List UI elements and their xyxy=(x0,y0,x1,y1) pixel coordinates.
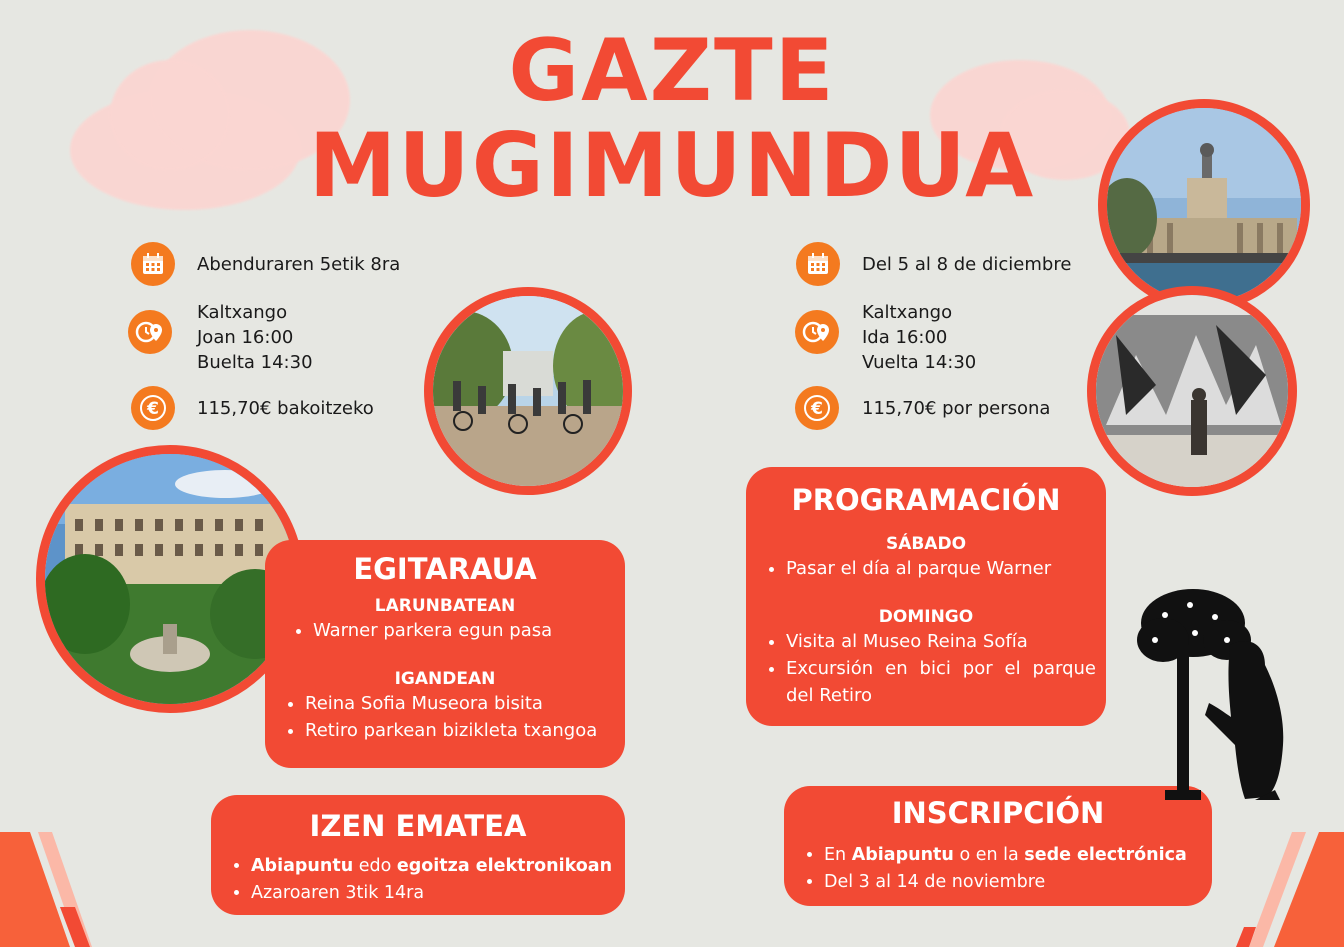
list-item xyxy=(251,853,625,880)
clock-location-icon xyxy=(128,310,172,354)
right-dates: Del 5 al 8 de diciembre xyxy=(862,254,1072,275)
left-dates: Abenduraren 5etik 8ra xyxy=(197,254,401,275)
bear-tree-silhouette xyxy=(1135,585,1295,807)
list-item: • Azaroaren 3tik 14ra xyxy=(251,880,625,907)
abiapuntu-text: Abiapuntu xyxy=(851,845,954,865)
connector-text: o en la xyxy=(953,845,1025,865)
right-corner-stripes xyxy=(1214,827,1344,947)
izen-ematea-heading: IZEN EMATEA xyxy=(309,809,527,843)
left-bus-line3: Buelta 14:30 xyxy=(197,352,313,373)
clock-location-icon xyxy=(795,310,839,354)
right-bus-line1: Kaltxango xyxy=(862,302,953,323)
right-bus-line3: Vuelta 14:30 xyxy=(862,352,977,373)
euro-icon xyxy=(131,386,175,430)
programacion-day1: SÁBADO xyxy=(885,534,967,554)
egitaraua-heading: EGITARAUA xyxy=(353,552,537,586)
photo-reina-sofia-garden xyxy=(36,445,304,713)
programacion-heading: PROGRAMACIÓN xyxy=(791,483,1061,517)
title-line1: GAZTE xyxy=(508,21,836,121)
list-item: • Excursión en bici por el parque del Retiro xyxy=(786,655,1096,709)
list-item: • Visita al Museo Reina Sofía xyxy=(786,628,1096,655)
left-corner-stripes xyxy=(0,827,120,947)
programacion-box xyxy=(746,467,1106,726)
electronic-office-text: egoitza elektronikoan xyxy=(396,856,613,876)
svg-text:€: € xyxy=(147,399,159,419)
calendar-icon xyxy=(131,242,175,286)
egitaraua-box xyxy=(265,540,625,768)
left-price: 115,70€ bakoitzeko xyxy=(197,398,374,419)
egitaraua-day1: LARUNBATEAN xyxy=(374,596,516,616)
list-item: • Retiro parkean bizikleta txangoa xyxy=(305,717,625,744)
left-bus-line2: Joan 16:00 xyxy=(197,327,294,348)
izen-ematea-box xyxy=(211,795,625,915)
photo-retiro-monument xyxy=(1098,99,1310,311)
electronic-office-text: sede electrónica xyxy=(1024,845,1187,865)
list-item: • Warner parkera egun pasa xyxy=(313,617,625,644)
title-line2: MUGIMUNDUA xyxy=(308,114,1036,217)
calendar-icon xyxy=(796,242,840,286)
euro-icon xyxy=(795,386,839,430)
right-bus-line2: Ida 16:00 xyxy=(862,327,948,348)
right-price: 115,70€ por persona xyxy=(862,398,1051,419)
right-bus-info xyxy=(862,300,976,375)
egitaraua-day2: IGANDEAN xyxy=(394,669,496,689)
left-bus-info xyxy=(197,300,313,375)
abiapuntu-text: Abiapuntu xyxy=(251,856,354,876)
connector-text: edo xyxy=(353,856,397,876)
list-item: • Del 3 al 14 de noviembre xyxy=(824,869,1212,896)
svg-text:€: € xyxy=(811,399,823,419)
inscripcion-heading: INSCRIPCIÓN xyxy=(891,796,1105,830)
left-bus-line1: Kaltxango xyxy=(197,302,288,323)
list-item: • Pasar el día al parque Warner xyxy=(786,555,1106,582)
list-item: • Reina Sofia Museora bisita xyxy=(305,690,625,717)
programacion-day2: DOMINGO xyxy=(878,607,974,627)
photo-guernica xyxy=(1087,286,1297,496)
photo-retiro-bikes xyxy=(424,287,632,495)
connector-text: En xyxy=(824,845,852,865)
list-item xyxy=(824,842,1212,869)
